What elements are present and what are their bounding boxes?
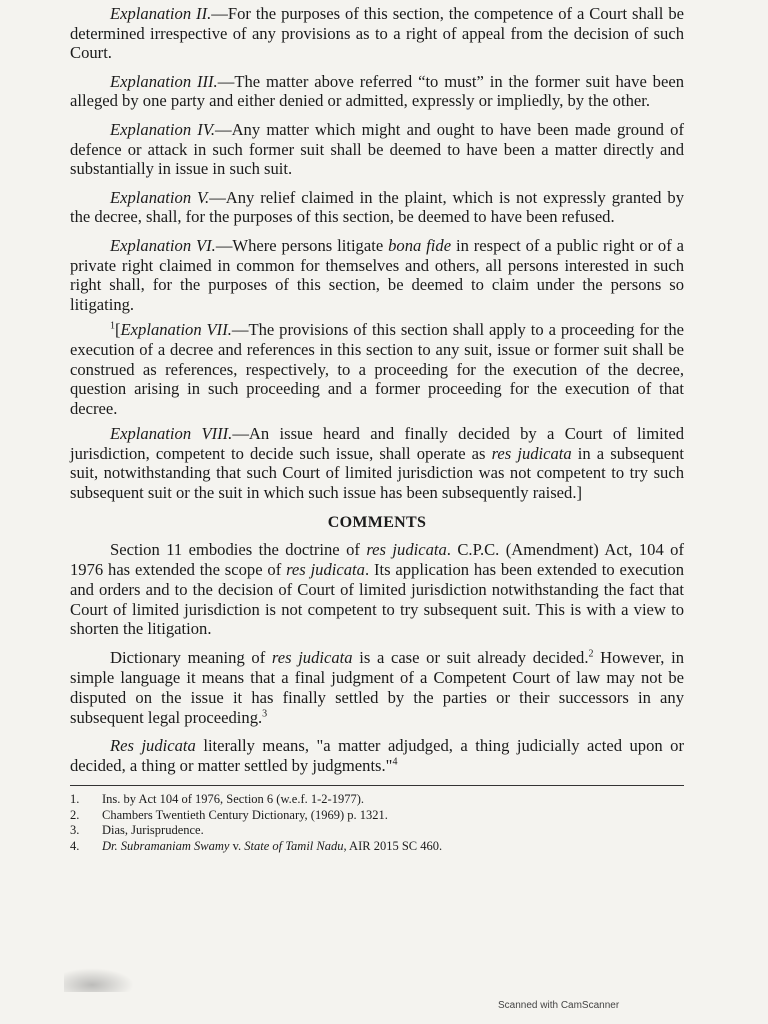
footnote-1: 1. Ins. by Act 104 of 1976, Section 6 (w.e.f. 1-2-1977). (70, 792, 364, 807)
footnote-4: 4. Dr. Subramaniam Swamy v. State of Tamil Nadu, AIR 2015 SC 460. (70, 838, 443, 853)
comment-paragraph-1: Section 11 embodies the doctrine of res judicata. C.P.C. (Amendment) Act, 104 of 1976 has extended the scope of res judicata. Its application has been extended to execution and orders and to the decision of Court of limited jurisdiction notwithstanding the fact that Court of limited jurisdiction is not competent to try subsequent suit. This is with a view to shorten the litigation. (70, 540, 685, 639)
explanation-vii: $^1$[Explanation VII.—The provisions of this section shall apply to a proceeding for the execution of a decree and references in this section to any suit, issue or former suit shall be construed as references, respectively, to a proceeding for the execution of the decree, question arising in such proceeding and a former proceeding for the execution of that decree. (70, 320, 684, 418)
explanation-vi: Explanation VI.—Where persons litigate bona fide in respect of a public right or of a private right claimed in common for themselves and others, all persons interested in such right shall, for the purposes of this section, be deemed to claim under the persons so litigating. (70, 235, 685, 314)
comment-paragraph-2: Dictionary meaning of res judicata is a case or suit already decided.$^2$ However, in simple language it means that a final judgment of a Competent Court of law may not be disputed on the issue it has finally settled by the parties or their successors in any subsequent legal proceeding.$^3$ (70, 648, 684, 727)
footnote-ref-2: 2 (588, 648, 594, 660)
footnote-ref-3: 3 (262, 708, 268, 720)
comment-paragraph-3: Res judicata literally means, "a matter adjudged, a thing judicially acted upon or decided, a thing or matter settled by judgments."$^4$ (70, 736, 685, 776)
explanation-ii: Explanation II.—For the purposes of this section, the competence of a Court shall be determined irrespective of any provisions as to a right of appeal from the decision of such Court. (70, 4, 684, 63)
scanner-watermark: Scanned with CamScanner (498, 1000, 620, 1011)
document-page (70, 4, 684, 854)
comments-section (70, 540, 684, 776)
explanation-viii: Explanation VIII.—An issue heard and finally decided by a Court of limited jurisdiction, competent to decide such issue, shall operate as res judicata in a subsequent suit, notwithstanding that such Court of limited jurisdiction was not competent to try such subsequent suit or the suit in which such issue has been subsequently raised.] (70, 424, 685, 503)
scan-smudge (64, 968, 134, 992)
footnote-divider (70, 785, 684, 786)
explanation-iii: Explanation III.—The matter above referred “to must” in the former suit have been alleged by one party and either denied or admitted, expressly or impliedly, by the other. (70, 71, 684, 111)
explanation-v: Explanation V.—Any relief claimed in the plaint, which is not expressly granted by the decree, shall, for the purposes of this section, be deemed to have been refused. (70, 187, 684, 227)
footnotes (70, 792, 684, 854)
explanation-iv: Explanation IV.—Any matter which might and ought to have been made ground of defence or attack in such former suit shall be deemed to have been a matter directly and substantially in issue in such suit. (70, 119, 684, 179)
footnote-2: 2. Chambers Twentieth Century Dictionary, (1969) p. 1321. (70, 807, 388, 822)
comments-heading: COMMENTS (327, 513, 427, 531)
footnote-3: 3. Dias, Jurisprudence. (70, 823, 204, 838)
footnote-ref-4: 4 (392, 756, 398, 768)
footnote-ref-1: 1 (110, 320, 115, 332)
